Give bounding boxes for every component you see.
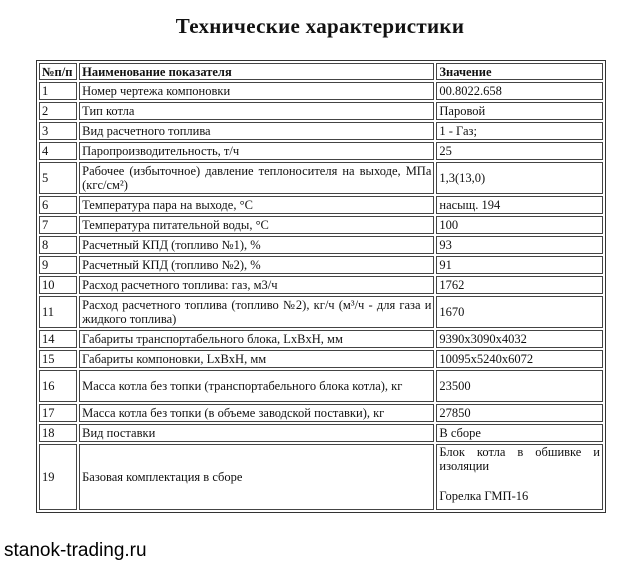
row-value: 1,3(13,0) (436, 162, 603, 194)
row-number: 14 (39, 330, 77, 348)
table-row (39, 162, 603, 194)
table-row (39, 296, 603, 328)
page-title: Технические характеристики (175, 14, 465, 38)
row-value: 91 (436, 256, 603, 274)
row-value: 27850 (436, 404, 603, 422)
table-row (39, 142, 603, 160)
row-number: 10 (39, 276, 77, 294)
table-row (39, 82, 603, 100)
row-value: 9390x3090x4032 (436, 330, 603, 348)
row-name: Габариты транспортабельного блока, LxBxH, мм (79, 330, 434, 348)
table-row (39, 196, 603, 214)
row-value: 10095x5240x6072 (436, 350, 603, 368)
row-name: Расход расчетного топлива (топливо №2), кг/ч (м³/ч - для газа и жидкого топлива) (79, 296, 434, 328)
row-number: 7 (39, 216, 77, 234)
table-row (39, 330, 603, 348)
row-name: Масса котла без топки (транспортабельного блока котла), кг (79, 370, 434, 402)
row-value: В сборе (436, 424, 603, 442)
table-row (39, 404, 603, 422)
row-number: 16 (39, 370, 77, 402)
row-name: Температура питательной воды, °С (79, 216, 434, 234)
row-value-line: Горелка ГМП-16 (439, 489, 529, 503)
row-value: 100 (436, 216, 603, 234)
header-number: №п/п (39, 63, 77, 80)
table-row (39, 102, 603, 120)
row-value: 00.8022.658 (436, 82, 603, 100)
table-row (39, 216, 603, 234)
row-name: Тип котла (79, 102, 434, 120)
row-name: Рабочее (избыточное) давление теплоносителя на выходе, МПа (кгс/см²) (79, 162, 434, 194)
row-value: 25 (436, 142, 603, 160)
table-row (39, 236, 603, 254)
table-row (39, 276, 603, 294)
row-number: 3 (39, 122, 77, 140)
row-number: 15 (39, 350, 77, 368)
table-row (39, 444, 603, 510)
specs-table (36, 60, 606, 513)
row-number: 1 (39, 82, 77, 100)
row-value-line: Блок котла в обшивке и изоляции (439, 445, 600, 473)
row-name: Вид поставки (79, 424, 434, 442)
row-name: Расход расчетного топлива: газ, м3/ч (79, 276, 434, 294)
header-value: Значение (436, 63, 603, 80)
table-header-row (39, 63, 603, 80)
row-number: 5 (39, 162, 77, 194)
row-number: 9 (39, 256, 77, 274)
row-number: 17 (39, 404, 77, 422)
row-name: Габариты компоновки, LxBxH, мм (79, 350, 434, 368)
row-name: Паропроизводительность, т/ч (79, 142, 434, 160)
table-row (39, 424, 603, 442)
row-value: 1 - Газ; (436, 122, 603, 140)
row-number: 2 (39, 102, 77, 120)
row-value: Паровой (436, 102, 603, 120)
site-watermark: stanok-trading.ru (4, 540, 147, 561)
row-name: Масса котла без топки (в объеме заводской поставки), кг (79, 404, 434, 422)
table-row (39, 350, 603, 368)
row-name: Вид расчетного топлива (79, 122, 434, 140)
row-number: 11 (39, 296, 77, 328)
row-number: 6 (39, 196, 77, 214)
row-value: 1762 (436, 276, 603, 294)
row-name: Расчетный КПД (топливо №2), % (79, 256, 434, 274)
row-value (436, 444, 603, 510)
row-value: насыщ. 194 (436, 196, 603, 214)
row-number: 8 (39, 236, 77, 254)
table-row (39, 122, 603, 140)
table-row (39, 370, 603, 402)
row-name: Базовая комплектация в сборе (79, 444, 434, 510)
row-name: Температура пара на выходе, °С (79, 196, 434, 214)
row-number: 18 (39, 424, 77, 442)
row-number: 19 (39, 444, 77, 510)
row-value: 23500 (436, 370, 603, 402)
row-value: 1670 (436, 296, 603, 328)
row-value: 93 (436, 236, 603, 254)
row-name: Расчетный КПД (топливо №1), % (79, 236, 434, 254)
row-name: Номер чертежа компоновки (79, 82, 434, 100)
row-number: 4 (39, 142, 77, 160)
table-row (39, 256, 603, 274)
header-name: Наименование показателя (79, 63, 434, 80)
